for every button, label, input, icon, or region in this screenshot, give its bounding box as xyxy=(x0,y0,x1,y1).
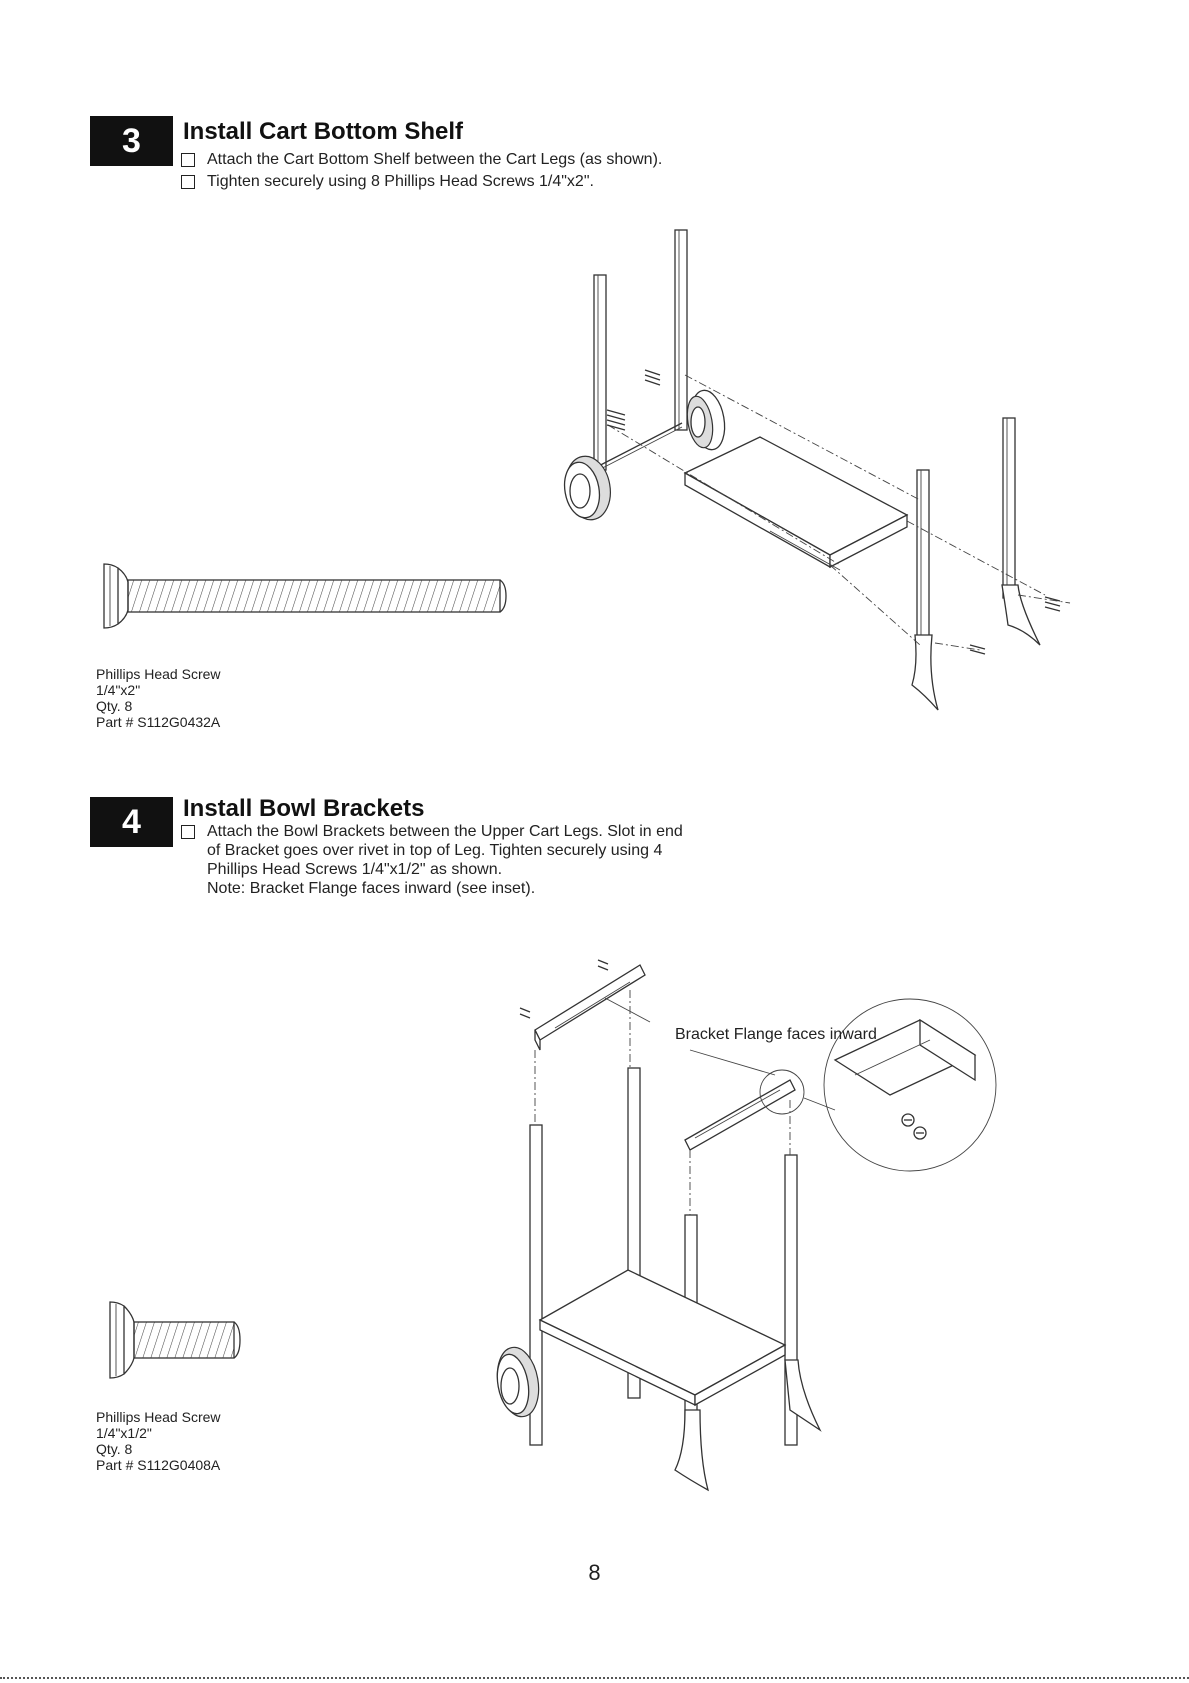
step-4-title: Install Bowl Brackets xyxy=(183,795,425,822)
step-4-instruction-1 xyxy=(181,822,801,898)
part-number: Part # S112G0432A xyxy=(96,714,221,730)
phillips-screw-long-illustration xyxy=(100,560,510,632)
step-3-part-info xyxy=(96,666,221,730)
checkbox[interactable] xyxy=(181,175,195,189)
checkbox[interactable] xyxy=(181,153,195,167)
page-divider xyxy=(0,1677,1189,1679)
page-number: 8 xyxy=(588,1560,601,1585)
instruction-text: Attach the Bowl Brackets between the Upper Cart Legs. Slot in end of Bracket goes over rivet in top of Leg. Tighten securely using 4 Phillips Head Screws 1/4"x1/2" as shown. Note: Bracket Flange faces inward (see inset). xyxy=(207,823,683,897)
step-3-title: Install Cart Bottom Shelf xyxy=(183,118,464,145)
step-3-instructions xyxy=(181,150,801,194)
step-3-badge: 3 xyxy=(90,116,173,166)
instruction-text: Attach the Cart Bottom Shelf between the Cart Legs (as shown). xyxy=(207,151,663,168)
step-4-badge: 4 xyxy=(90,797,173,847)
part-size: 1/4"x1/2" xyxy=(96,1425,152,1441)
cart-bottom-shelf-diagram xyxy=(540,225,1080,715)
part-number: Part # S112G0408A xyxy=(96,1457,221,1473)
bracket-flange-callout: Bracket Flange faces inward xyxy=(675,1026,877,1043)
step-3-instruction-1 xyxy=(181,150,801,169)
phillips-screw-short-illustration xyxy=(106,1298,246,1382)
checkbox[interactable] xyxy=(181,825,195,839)
step-4-instructions xyxy=(181,822,801,901)
instruction-text: Tighten securely using 8 Phillips Head Screws 1/4"x2". xyxy=(207,173,594,190)
part-size: 1/4"x2" xyxy=(96,682,141,698)
part-qty: Qty. 8 xyxy=(96,698,133,714)
part-qty: Qty. 8 xyxy=(96,1441,133,1457)
part-name: Phillips Head Screw xyxy=(96,666,221,682)
step-3-instruction-2 xyxy=(181,172,801,191)
part-name: Phillips Head Screw xyxy=(96,1409,221,1425)
step-4-part-info xyxy=(96,1409,221,1473)
